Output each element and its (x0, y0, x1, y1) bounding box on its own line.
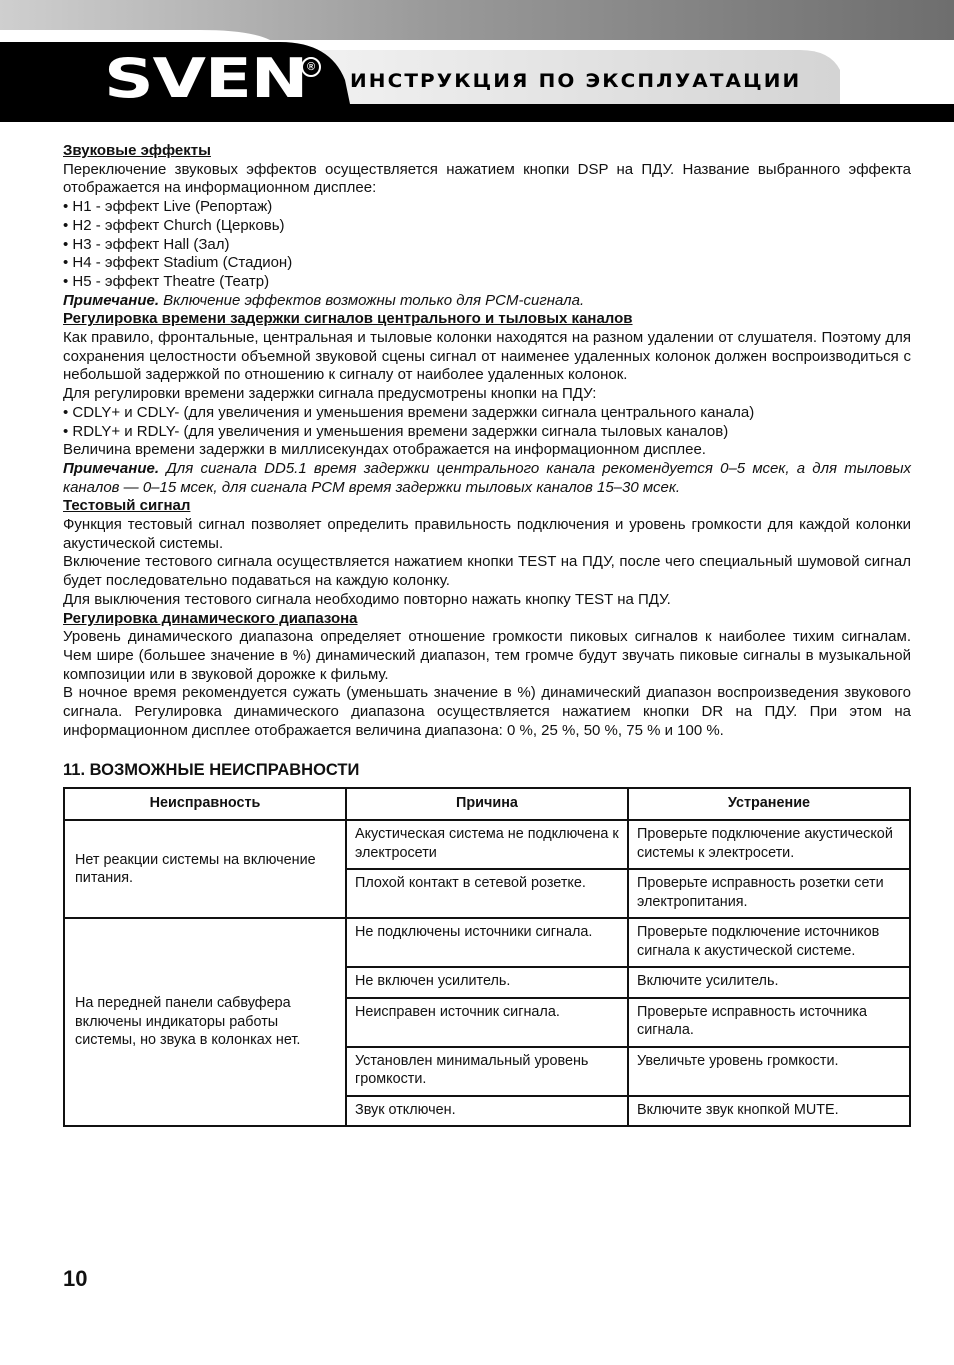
troubleshooting-table (63, 787, 911, 1127)
column-header: Причина (346, 788, 628, 820)
fix-cell: Проверьте исправность источника сигнала. (628, 998, 910, 1047)
list-item: • H4 - эффект Stadium (Стадион) (63, 254, 911, 273)
test-heading: Тестовый сигнал (63, 497, 191, 515)
note-text: Для сигнала DD5.1 время задержки центрального канала рекомендуется 0–5 мсек, а для тыловых каналов — 0–15 мсек, для сигнала PCM время задержки тыловых каналов 15–30 мсек. (63, 459, 911, 496)
note-label: Примечание. (63, 459, 159, 477)
fix-cell: Проверьте подключение акустической системы к электросети. (628, 820, 910, 869)
cause-cell: Неисправен источник сигнала. (346, 998, 628, 1047)
list-item: • H5 - эффект Theatre (Театр) (63, 273, 911, 292)
document-title: ИНСТРУКЦИЯ ПО ЭКСПЛУАТАЦИИ (350, 70, 802, 92)
cause-cell: Звук отключен. (346, 1096, 628, 1127)
page-number: 10 (63, 1266, 88, 1291)
cause-cell: Установлен минимальный уровень громкости. (346, 1047, 628, 1096)
effects-intro: Переключение звуковых эффектов осуществляется нажатием кнопки DSP на ПДУ. Название выбранного эффекта отображается на информационном дисплее: (63, 160, 911, 197)
list-item: • H3 - эффект Hall (Зал) (63, 236, 911, 255)
delay-note (63, 460, 911, 497)
cause-cell: Плохой контакт в сетевой розетке. (346, 869, 628, 918)
effects-note (63, 292, 911, 311)
list-item: • H2 - эффект Church (Церковь) (63, 217, 911, 236)
cause-cell: Не включен усилитель. (346, 967, 628, 998)
list-item: • RDLY+ и RDLY- (для увеличения и уменьшения времени задержки сигнала тыловых каналов) (63, 423, 911, 442)
registered-mark: ® (301, 57, 321, 77)
list-item: • CDLY+ и CDLY- (для увеличения и уменьшения времени задержки сигнала центрального канала) (63, 404, 911, 423)
dynamic-heading: Регулировка динамического диапазона (63, 609, 358, 627)
fix-cell: Увеличьте уровень громкости. (628, 1047, 910, 1096)
problem-cell: Нет реакции системы на включение питания. (64, 820, 346, 918)
brand-logo: SVEN (104, 47, 308, 110)
fix-cell: Включите звук кнопкой MUTE. (628, 1096, 910, 1127)
table-row (64, 820, 910, 869)
dynamic-paragraph: Уровень динамического диапазона определяет отношение громкости пиковых сигналов к наиболее тихим сигналам. Чем шире (большее значение в %) динамический диапазон, тем громче будут звучать пиковые сигналы в музыкальной композиции или в звуковой дорожке к фильму. (63, 628, 911, 683)
list-item: • H1 - эффект Live (Репортаж) (63, 198, 911, 217)
dynamic-paragraph: В ночное время рекомендуется сужать (уменьшать значение в %) динамический диапазон воспроизведения звукового сигнала. Регулировка динамического диапазона осуществляется нажатием кнопки DR на ПДУ. При этом на информационном дисплее отображается величина диапазона: 0 %, 25 %, 50 %, 75 % и 100 %. (63, 684, 911, 739)
fix-cell: Проверьте подключение источников сигнала к акустической системе. (628, 918, 910, 967)
note-text: Включение эффектов возможны только для PCM-сигнала. (163, 291, 585, 309)
manual-content (63, 142, 911, 741)
fix-cell: Проверьте исправность розетки сети электропитания. (628, 869, 910, 918)
column-header: Устранение (628, 788, 910, 820)
column-header: Неисправность (64, 788, 346, 820)
fix-cell: Включите усилитель. (628, 967, 910, 998)
delay-heading: Регулировка времени задержки сигналов центрального и тыловых каналов (63, 310, 633, 328)
troubleshooting-title: 11. ВОЗМОЖНЫЕ НЕИСПРАВНОСТИ (63, 761, 360, 779)
delay-paragraph: Величина времени задержки в миллисекундах отображается на информационном дисплее. (63, 441, 706, 459)
note-label: Примечание. (63, 291, 159, 309)
problem-cell: На передней панели сабвуфера включены индикаторы работы системы, но звука в колонках нет. (64, 918, 346, 1126)
test-paragraph: Функция тестовый сигнал позволяет определить правильность подключения и уровень громкости для каждой колонки акустической системы. (63, 516, 911, 552)
test-paragraph: Включение тестового сигнала осуществляется нажатием кнопки TEST на ПДУ, после чего специальный шумовой сигнал будет последовательно подаваться на каждую колонку. (63, 553, 911, 590)
table-row (64, 918, 910, 967)
delay-paragraph: Для регулировки времени задержки сигнала предусмотрены кнопки на ПДУ: (63, 385, 597, 403)
test-paragraph: Для выключения тестового сигнала необходимо повторно нажать кнопку TEST на ПДУ. (63, 590, 671, 608)
table-header-row (64, 788, 910, 820)
effects-heading: Звуковые эффекты (63, 142, 211, 159)
delay-paragraph: Как правило, фронтальные, центральная и тыловые колонки находятся на разном удалении от слушателя. Поэтому для сохранения целостности объемной звуковой сцены сигнал от наименее удаленных колонок должен воспроизводиться с небольшой задержкой по отношению к сигналу от наиболее удаленных колонок. (63, 329, 911, 384)
cause-cell: Акустическая система не подключена к электросети (346, 820, 628, 869)
cause-cell: Не подключены источники сигнала. (346, 918, 628, 967)
